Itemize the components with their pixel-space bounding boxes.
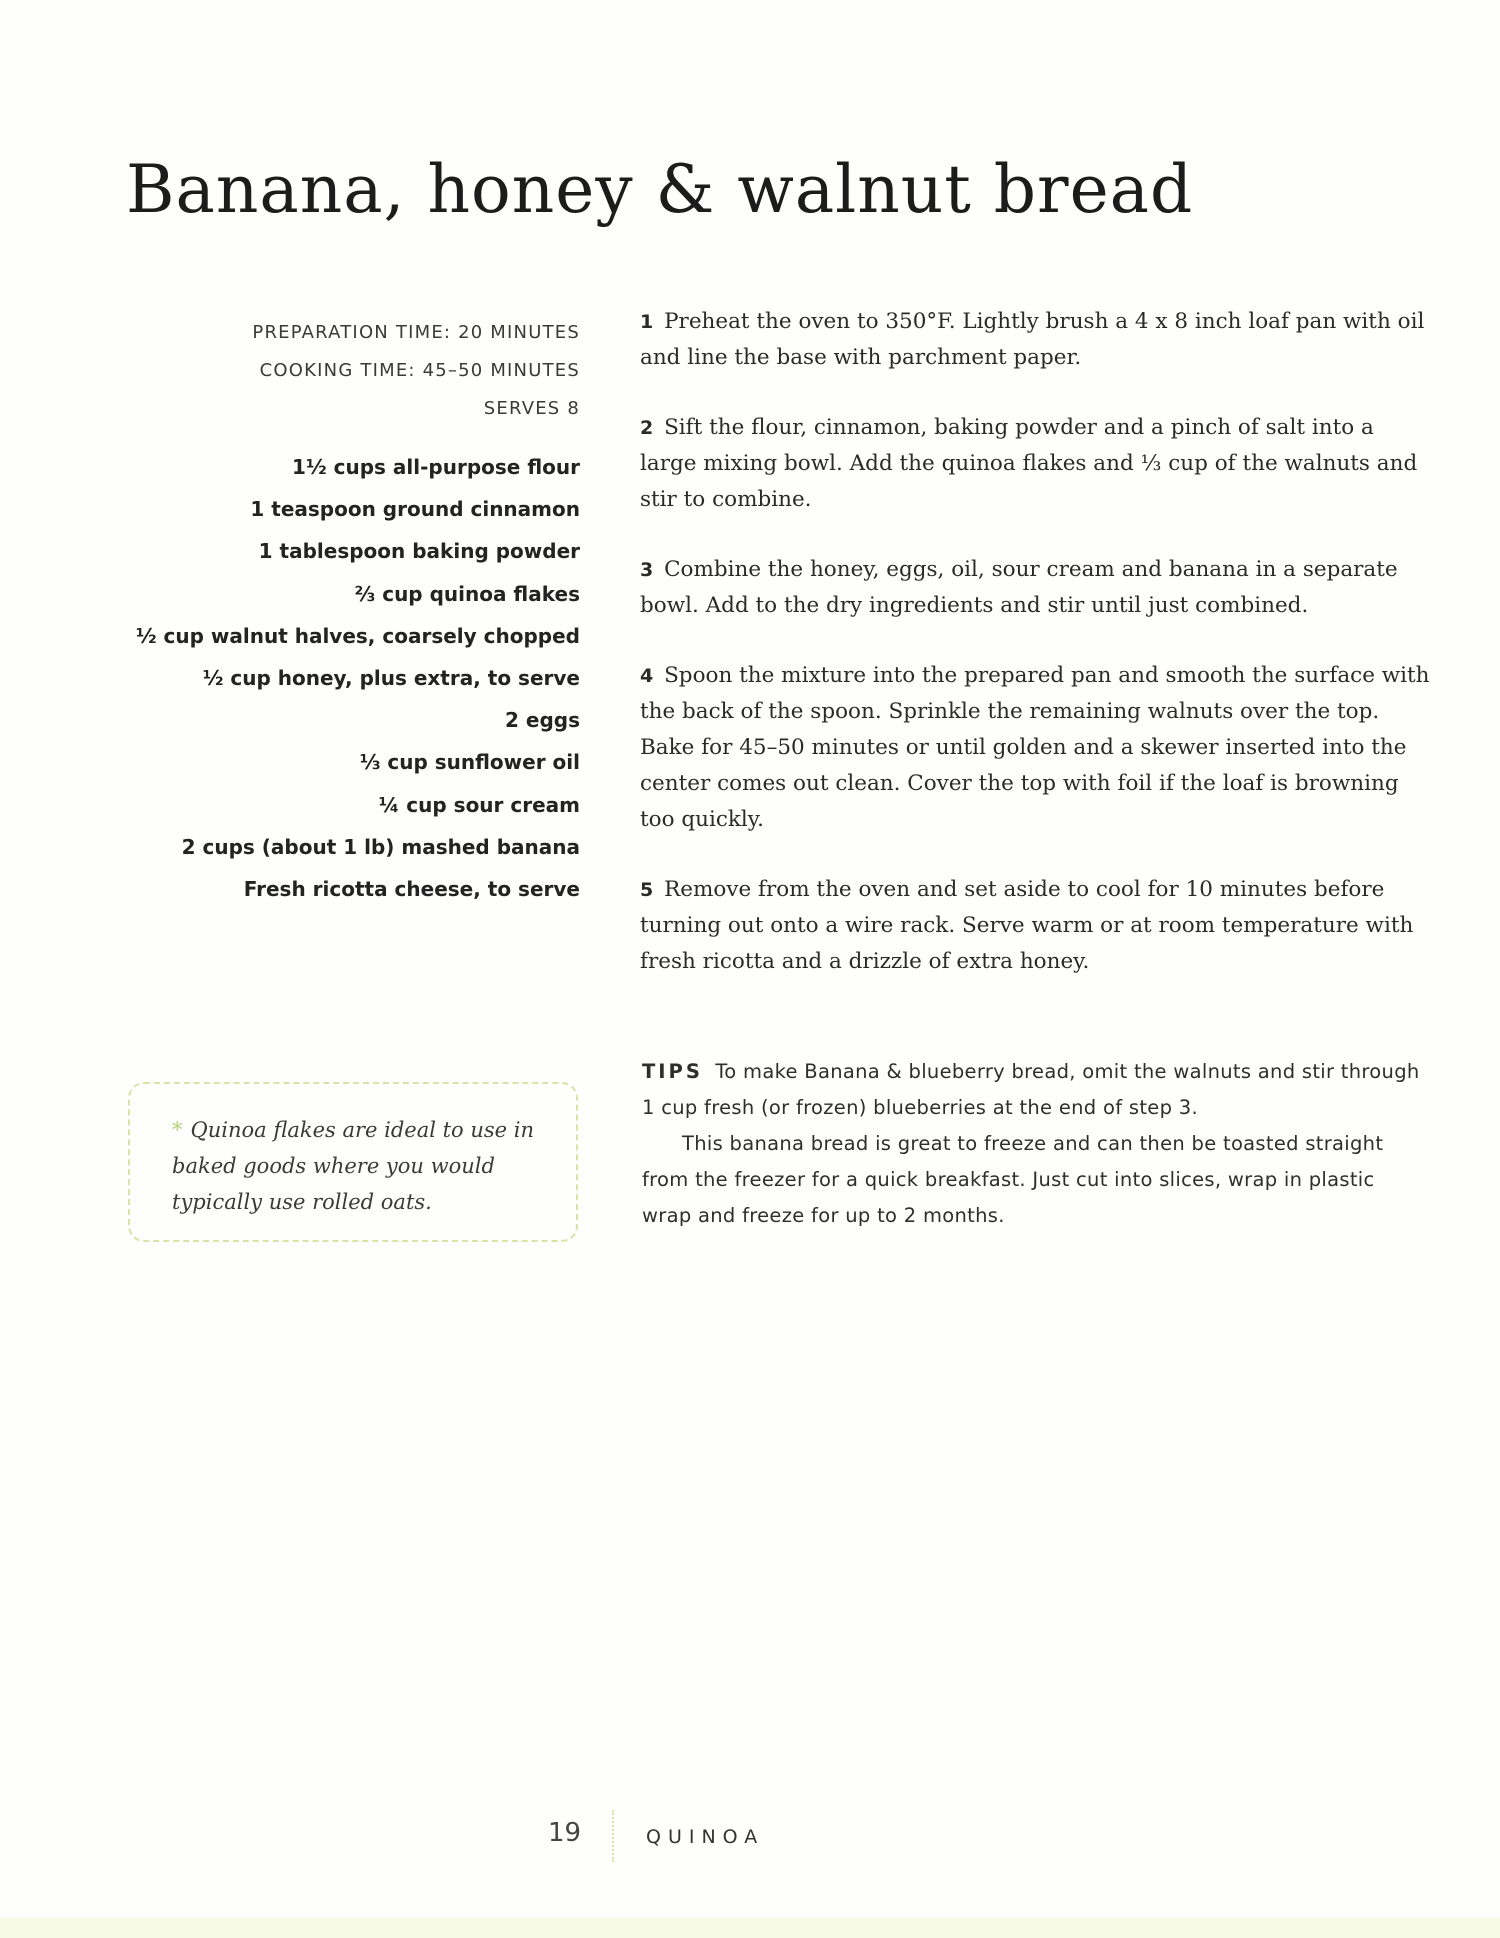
tip-box-text bbox=[172, 1112, 562, 1220]
step-number: 2 bbox=[640, 417, 654, 439]
tip-box-body: Quinoa flakes are ideal to use in baked goods where you would typically use rolled oats. bbox=[172, 1118, 535, 1214]
page-title: Banana, honey & walnut bread bbox=[126, 151, 1194, 228]
step-number: 3 bbox=[640, 559, 654, 581]
method-step bbox=[640, 304, 1430, 376]
tip-box bbox=[128, 1082, 578, 1242]
ingredient-item: 1 teaspoon ground cinnamon bbox=[250, 497, 580, 522]
tips-text: To make Banana & blueberry bread, omit the walnuts and stir through 1 cup fresh (or frozen) blueberries at the end of step 3. bbox=[642, 1060, 1420, 1119]
tips-label: TIPS bbox=[642, 1060, 703, 1083]
ingredient-item: 2 cups (about 1 lb) mashed banana bbox=[181, 834, 580, 859]
asterisk-icon: * bbox=[172, 1118, 183, 1142]
ingredient-item: ½ cup honey, plus extra, to serve bbox=[202, 666, 580, 691]
ingredient-item: Fresh ricotta cheese, to serve bbox=[243, 877, 580, 902]
prep-time: PREPARATION TIME: 20 MINUTES bbox=[252, 322, 580, 343]
step-number: 5 bbox=[640, 879, 654, 901]
tips-paragraph-2: This banana bread is great to freeze and can then be toasted straight from the freezer for a quick breakfast. Just cut into slices, wrap in plastic wrap and freeze for up to 2 months. bbox=[642, 1132, 1384, 1227]
page-number: 19 bbox=[548, 1818, 582, 1848]
ingredient-item: 1 tablespoon baking powder bbox=[258, 539, 580, 564]
cook-time: COOKING TIME: 45–50 MINUTES bbox=[259, 360, 580, 381]
tips-paragraph bbox=[642, 1054, 1422, 1126]
method-step bbox=[640, 410, 1430, 518]
step-number: 1 bbox=[640, 311, 654, 333]
ingredient-item: 2 eggs bbox=[505, 708, 580, 733]
footer-divider bbox=[612, 1810, 614, 1862]
ingredient-item: ½ cup walnut halves, coarsely chopped bbox=[135, 623, 580, 648]
recipe-meta bbox=[120, 314, 580, 428]
method-steps bbox=[640, 304, 1430, 1014]
page-bottom-band bbox=[0, 1918, 1500, 1938]
step-text: Sift the flour, cinnamon, baking powder and a pinch of salt into a large mixing bowl. Add the quinoa flakes and ⅓ cup of the walnuts and stir to combine. bbox=[640, 415, 1418, 512]
ingredient-item: ¼ cup sour cream bbox=[378, 792, 580, 817]
step-text: Spoon the mixture into the prepared pan and smooth the surface with the back of the spoon. Sprinkle the remaining walnuts over the top. Bake for 45–50 minutes or until golden and a skewer inserted into the center comes out clean. Cover the top with foil if the loaf is browning too quickly. bbox=[640, 663, 1430, 832]
method-step bbox=[640, 552, 1430, 624]
ingredient-item: ⅔ cup quinoa flakes bbox=[354, 581, 580, 606]
method-step bbox=[640, 658, 1430, 838]
step-number: 4 bbox=[640, 665, 654, 687]
ingredient-item: 1½ cups all-purpose flour bbox=[292, 455, 580, 479]
tips-section bbox=[642, 1054, 1422, 1234]
serves: SERVES 8 bbox=[483, 398, 580, 419]
section-label: QUINOA bbox=[646, 1826, 765, 1848]
ingredient-item: ⅓ cup sunflower oil bbox=[359, 750, 580, 775]
step-text: Combine the honey, eggs, oil, sour cream and banana in a separate bowl. Add to the dry ingredients and stir until just combined. bbox=[640, 557, 1398, 618]
step-text: Preheat the oven to 350°F. Lightly brush a 4 x 8 inch loaf pan with oil and line the base with parchment paper. bbox=[640, 309, 1425, 370]
ingredient-list bbox=[100, 446, 580, 910]
step-text: Remove from the oven and set aside to cool for 10 minutes before turning out onto a wire rack. Serve warm or at room temperature with fresh ricotta and a drizzle of extra honey. bbox=[640, 877, 1414, 974]
method-step bbox=[640, 872, 1430, 980]
